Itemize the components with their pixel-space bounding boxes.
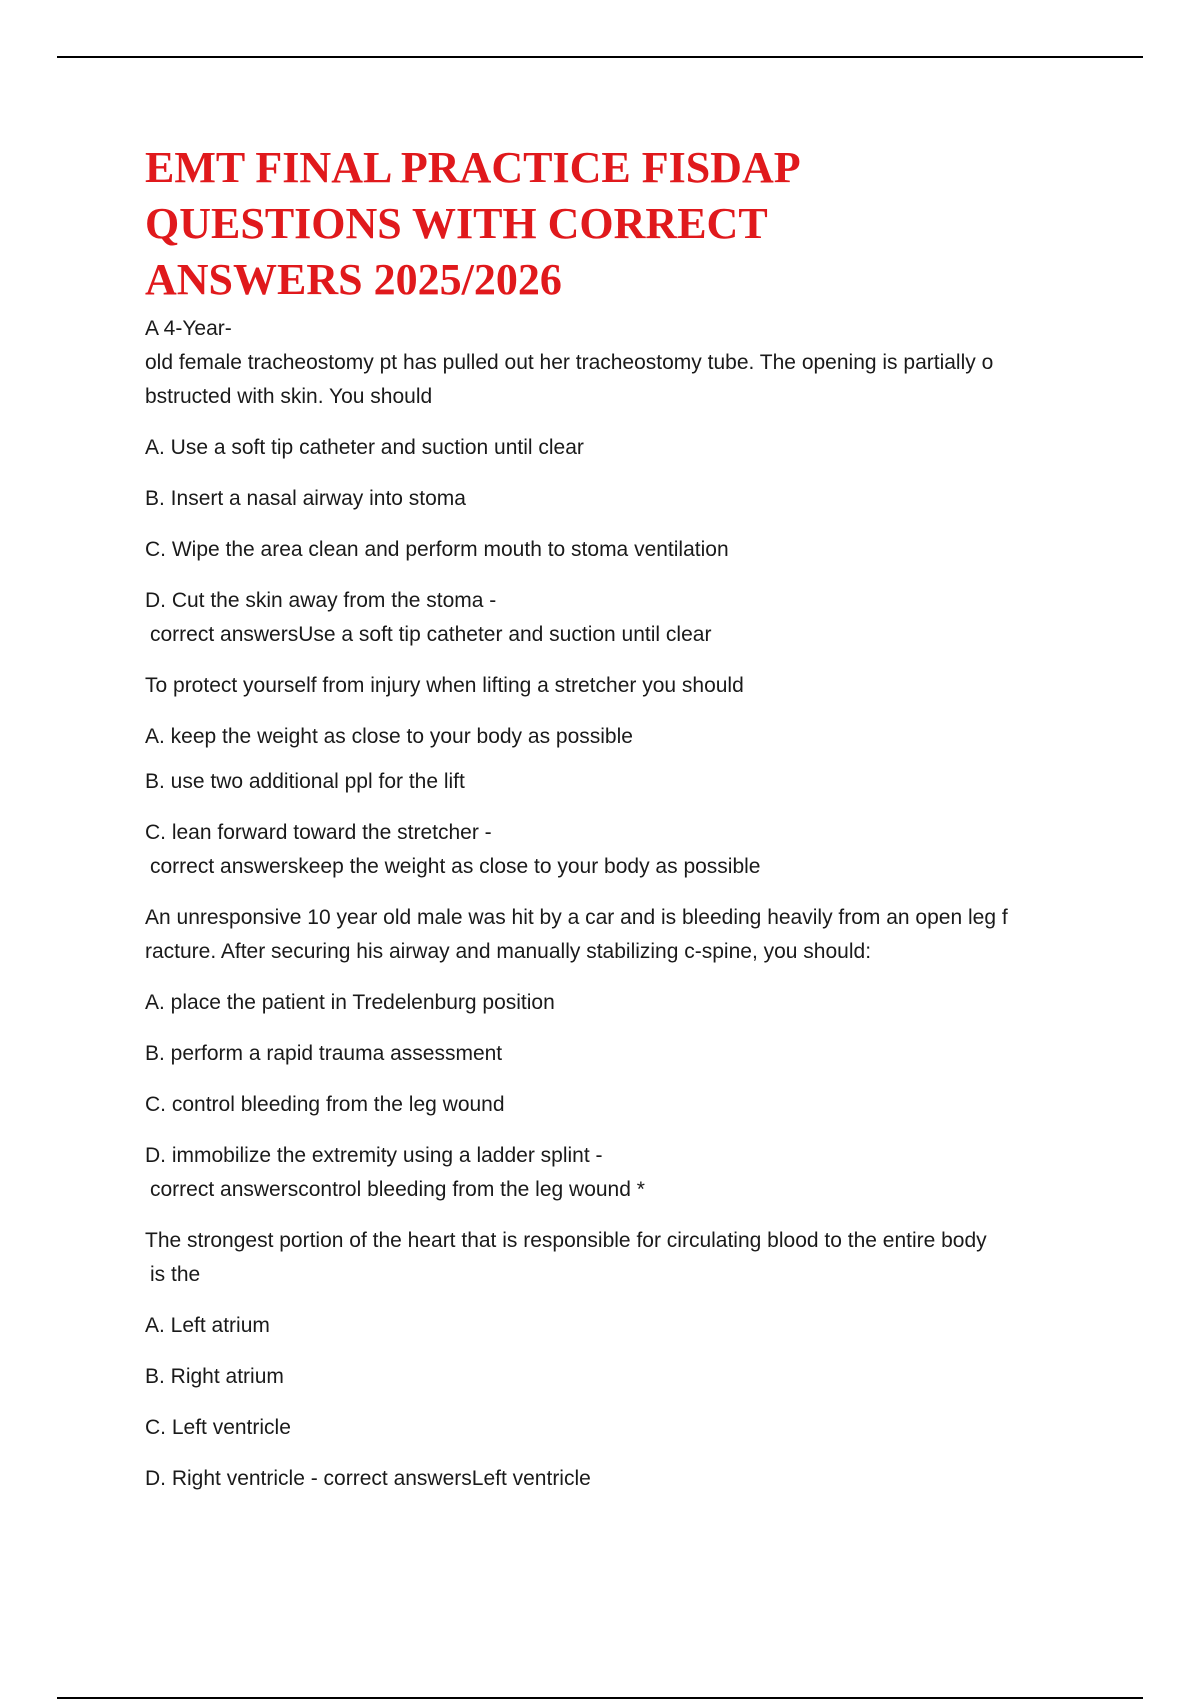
- question-text: To protect yourself from injury when lifting a stretcher you should: [145, 674, 744, 697]
- answer-option: A. place the patient in Tredelenburg position: [145, 991, 555, 1014]
- question-4: [145, 1224, 1065, 1292]
- answer-option: C. Wipe the area clean and perform mouth to stoma ventilation: [145, 538, 729, 561]
- answer-option: B. Right atrium: [145, 1365, 284, 1388]
- title-line: ANSWERS 2025/2026: [145, 255, 562, 304]
- title-line: QUESTIONS WITH CORRECT: [145, 199, 768, 248]
- correct-answer: correct answersUse a soft tip catheter and suction until clear: [150, 623, 712, 646]
- title-line: EMT FINAL PRACTICE FISDAP: [145, 143, 801, 192]
- bottom-rule: [57, 1697, 1143, 1699]
- question-text: bstructed with skin. You should: [145, 385, 433, 408]
- answer-option: A. Use a soft tip catheter and suction until clear: [145, 436, 584, 459]
- document-title: [145, 140, 1065, 308]
- answer-option: C. lean forward toward the stretcher -: [145, 821, 492, 844]
- answer-option: A. keep the weight as close to your body as possible: [145, 725, 633, 748]
- answer-option: B. perform a rapid trauma assessment: [145, 1042, 503, 1065]
- answer-option: C. Left ventricle: [145, 1416, 291, 1439]
- correct-answer: correct answerscontrol bleeding from the leg wound *: [150, 1178, 645, 1201]
- top-rule: [57, 56, 1143, 58]
- document-body: [145, 140, 1065, 1496]
- answer-option: D. Cut the skin away from the stoma -: [145, 589, 497, 612]
- question-2: [145, 669, 1065, 703]
- correct-answer: correct answerskeep the weight as close to your body as possible: [150, 855, 761, 878]
- question-text: A 4-Year-: [145, 317, 232, 340]
- question-1: [145, 312, 1065, 414]
- answer-option: B. use two additional ppl for the lift: [145, 770, 465, 793]
- question-text: old female tracheostomy pt has pulled out her tracheostomy tube. The opening is partially o: [145, 351, 994, 374]
- answer-option: B. Insert a nasal airway into stoma: [145, 487, 466, 510]
- question-text: racture. After securing his airway and manually stabilizing c-spine, you should:: [145, 940, 872, 963]
- answer-option-with-answer: [145, 1139, 1065, 1207]
- question-3: [145, 901, 1065, 969]
- answer-option: C. control bleeding from the leg wound: [145, 1093, 505, 1116]
- question-text: The strongest portion of the heart that is responsible for circulating blood to the entire body: [145, 1229, 987, 1252]
- question-text: An unresponsive 10 year old male was hit by a car and is bleeding heavily from an open leg f: [145, 906, 1008, 929]
- question-text: is the: [150, 1263, 201, 1286]
- answer-option-with-answer: [145, 816, 1065, 884]
- answer-option: D. immobilize the extremity using a ladder splint -: [145, 1144, 603, 1167]
- answer-option-with-answer: D. Right ventricle - correct answersLeft ventricle: [145, 1467, 591, 1490]
- answer-option: A. Left atrium: [145, 1314, 270, 1337]
- answer-option-with-answer: [145, 584, 1065, 652]
